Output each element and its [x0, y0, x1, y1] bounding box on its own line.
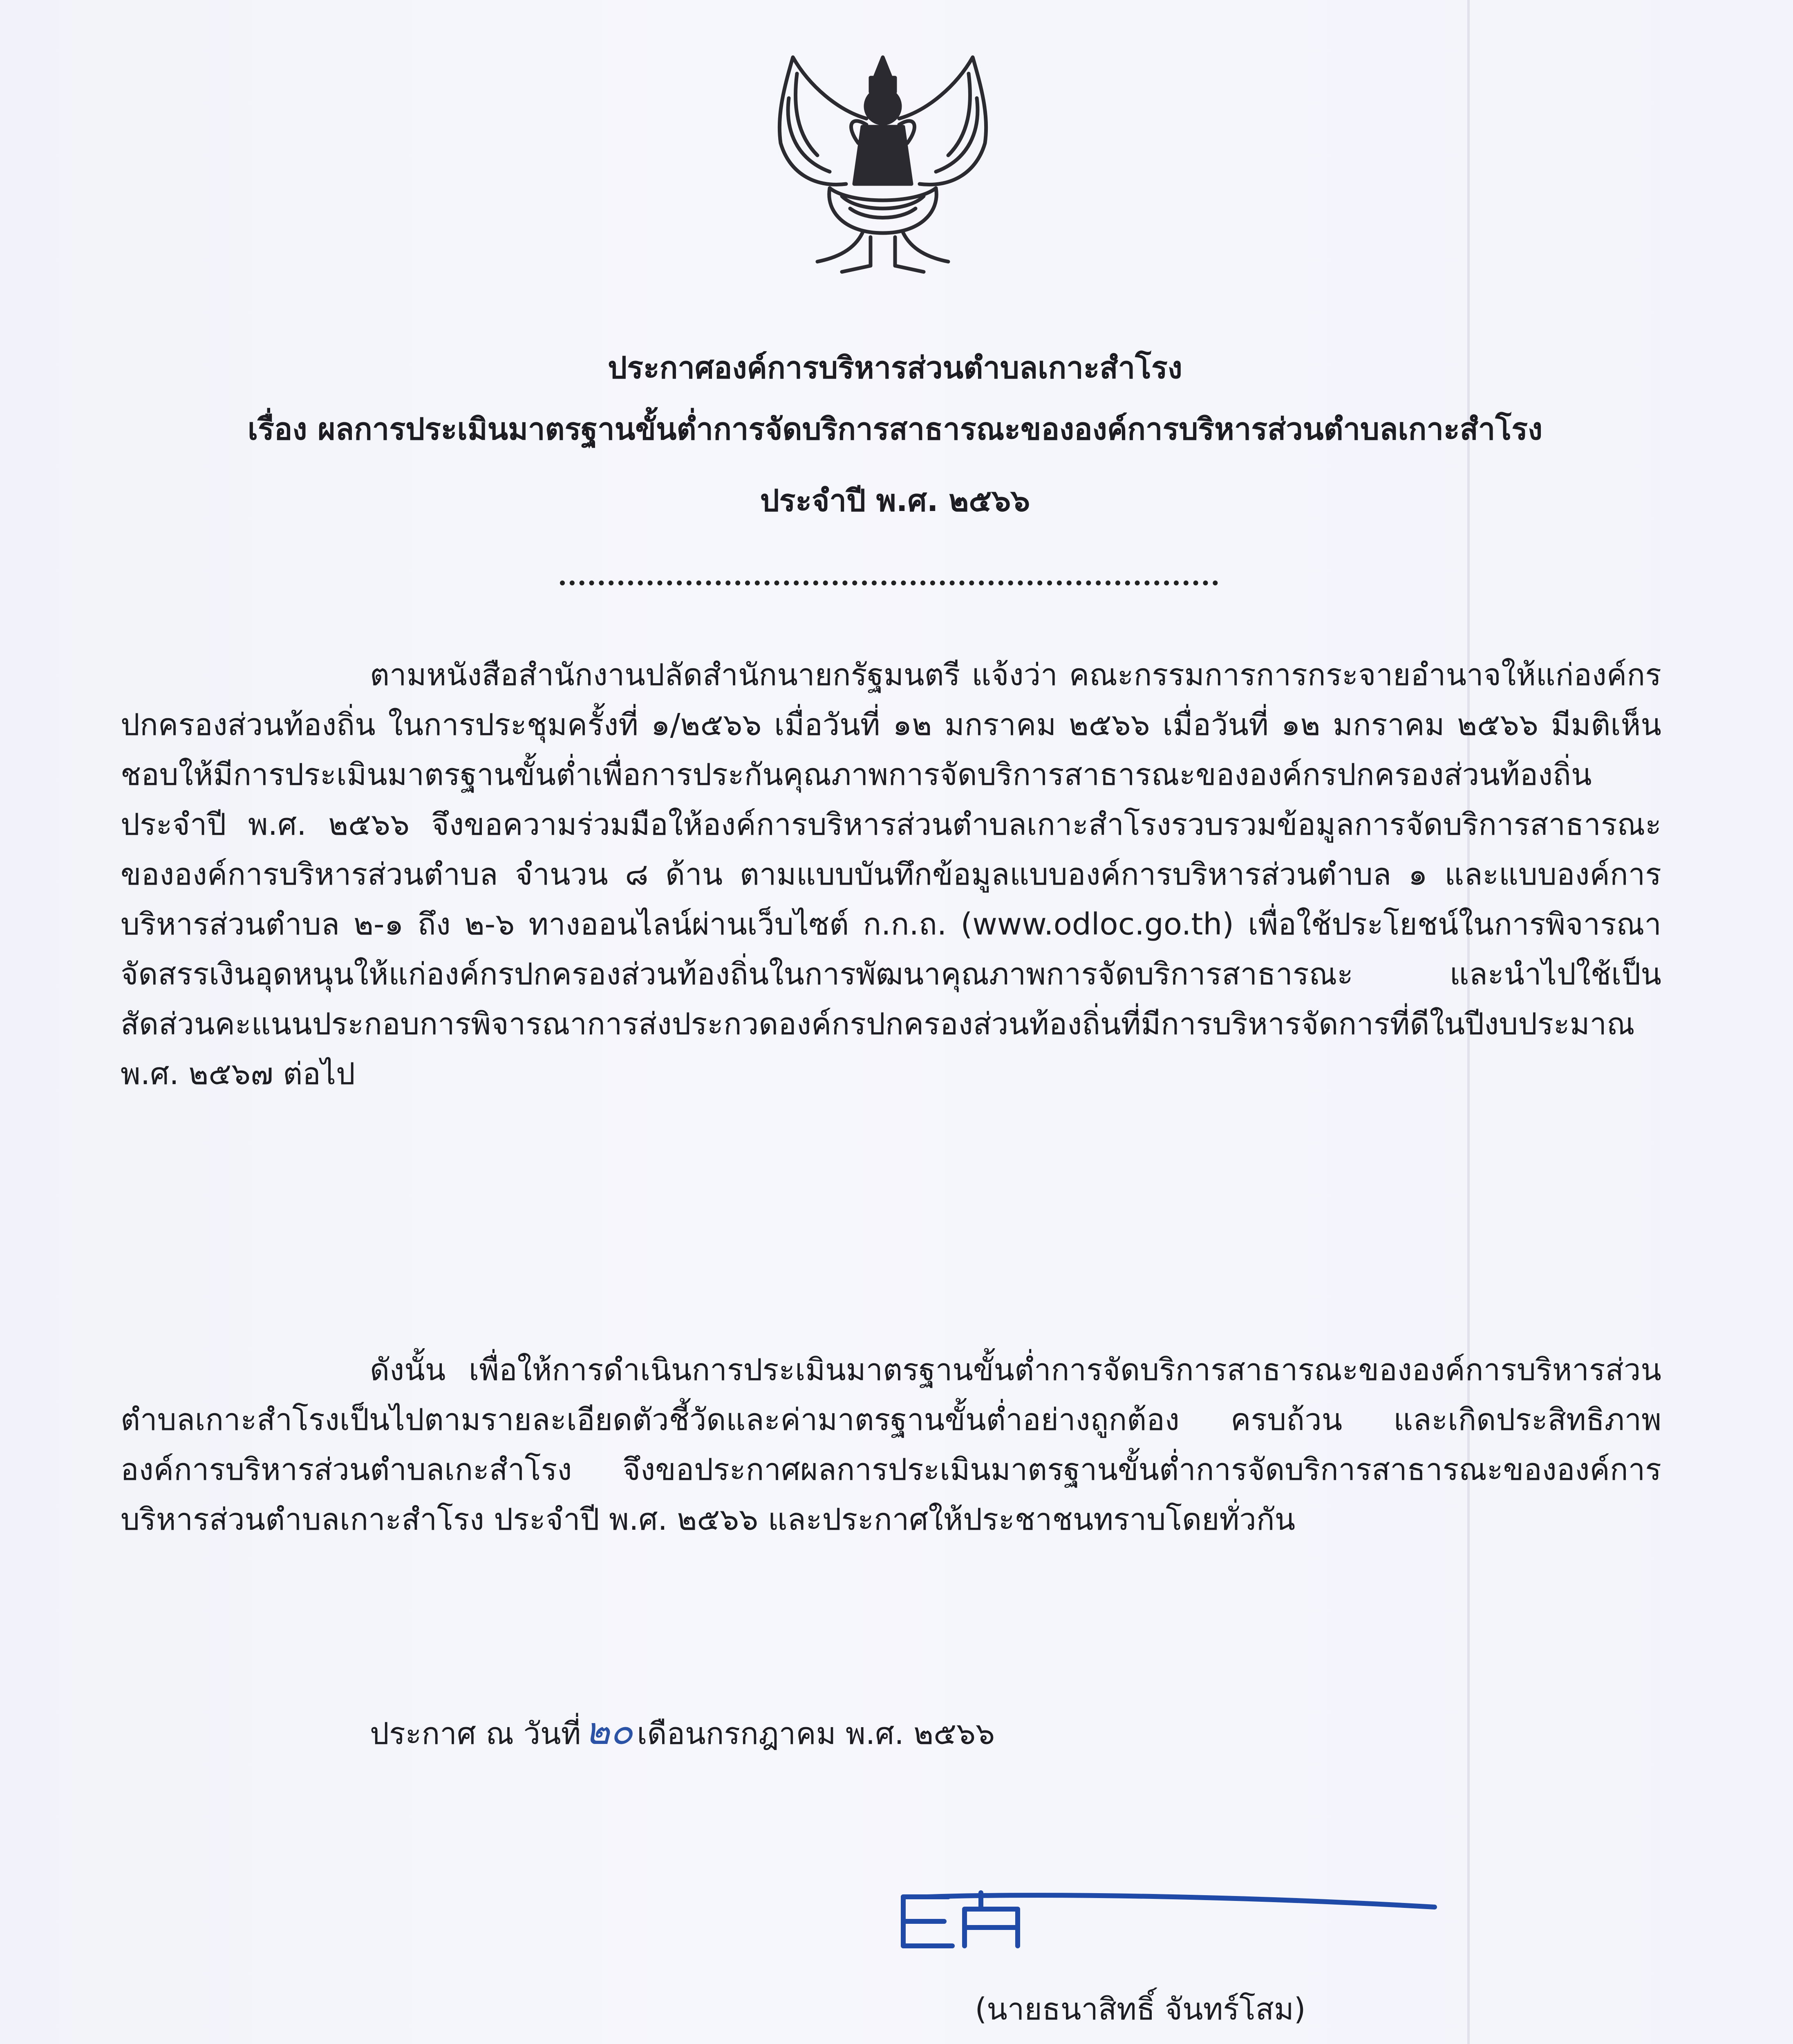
- body-paragraph-1: ตามหนังสือสำนักงานปลัดสำนักนายกรัฐมนตรี แจ้งว่า คณะกรรมการการกระจายอำนาจให้แก่องค์กรปกครองส่วนท้องถิ่น ในการประชุมครั้งที่ ๑/๒๕๖๖ เมื่อวันที่ ๑๒ มกราคม ๒๕๖๖ เมื่อวันที่ ๑๒ มกราคม ๒๕๖๖ มีมติเห็นชอบให้มีการประเมินมาตรฐานขั้นต่ำเพื่อการประกันคุณภาพการจัดบริการสาธารณะขององค์กรปกครองส่วนท้องถิ่น ประจำปี พ.ศ. ๒๕๖๖ จึงขอความร่วมมือให้องค์การบริหารส่วนตำบลเกาะสำโรงรวบรวมข้อมูลการจัดบริการสาธารณะขององค์การบริหารส่วนตำบล จำนวน ๘ ด้าน ตามแบบบันทึกข้อมูลแบบองค์การบริหารส่วนตำบล ๑ และแบบองค์การบริหารส่วนตำบล ๒-๑ ถึง ๒-๖ ทางออนไลน์ผ่านเว็บไซต์ ก.ก.ถ. (www.odloc.go.th) เพื่อใช้ประโยชน์ในการพิจารณาจัดสรรเงินอุดหนุนให้แก่องค์กรปกครองส่วนท้องถิ่นในการพัฒนาคุณภาพการจัดบริการสาธารณะ และนำไปใช้เป็นสัดส่วนคะแนนประกอบการพิจารณาการส่งประกวดองค์กรปกครองส่วนท้องถิ่นที่มีการบริหารจัดการที่ดีในปีงบประมาณ พ.ศ. ๒๕๖๗ ต่อไป: [121, 657, 1661, 1091]
- date-prefix: ประกาศ ณ วันที่: [370, 1716, 581, 1751]
- dotted-separator: [560, 580, 1218, 585]
- body-paragraph-2: ดังนั้น เพื่อให้การดำเนินการประเมินมาตรฐานขั้นต่ำการจัดบริการสาธารณะขององค์การบริหารส่วนตำบลเกาะสำโรงเป็นไปตามรายละเอียดตัวชี้วัดและค่ามาตรฐานขั้นต่ำอย่างถูกต้อง ครบถ้วน และเกิดประสิทธิภาพ องค์การบริหารส่วนตำบลเกะสำโรง จึงขอประกาศผลการประเมินมาตรฐานขั้นต่ำการจัดบริการสาธารณะขององค์การบริหารส่วนตำบลเกาะสำโรง ประจำปี พ.ศ. ๒๕๖๖ และประกาศให้ประชาชนทราบโดยทั่วกัน: [121, 1352, 1661, 1537]
- garuda-emblem-icon: [748, 49, 1018, 278]
- signer-name: (นายธนาสิทธิ์ จันทร์โสม): [975, 1992, 1306, 2027]
- handwritten-signature-icon: [887, 1885, 1447, 1966]
- announcement-date: [370, 1711, 995, 1754]
- announcement-subject: เรื่อง ผลการประเมินมาตรฐานขั้นต่ำการจัดบริการสาธารณะขององค์การบริหารส่วนตำบลเกาะสำโรง: [247, 412, 1543, 447]
- handwritten-day: ๒๐: [585, 1709, 633, 1753]
- date-suffix: เดือนกรกฎาคม พ.ศ. ๒๕๖๖: [637, 1716, 995, 1751]
- announcement-title: ประกาศองค์การบริหารส่วนตำบลเกาะสำโรง: [608, 350, 1182, 385]
- announcement-year: ประจำปี พ.ศ. ๒๕๖๖: [760, 483, 1030, 518]
